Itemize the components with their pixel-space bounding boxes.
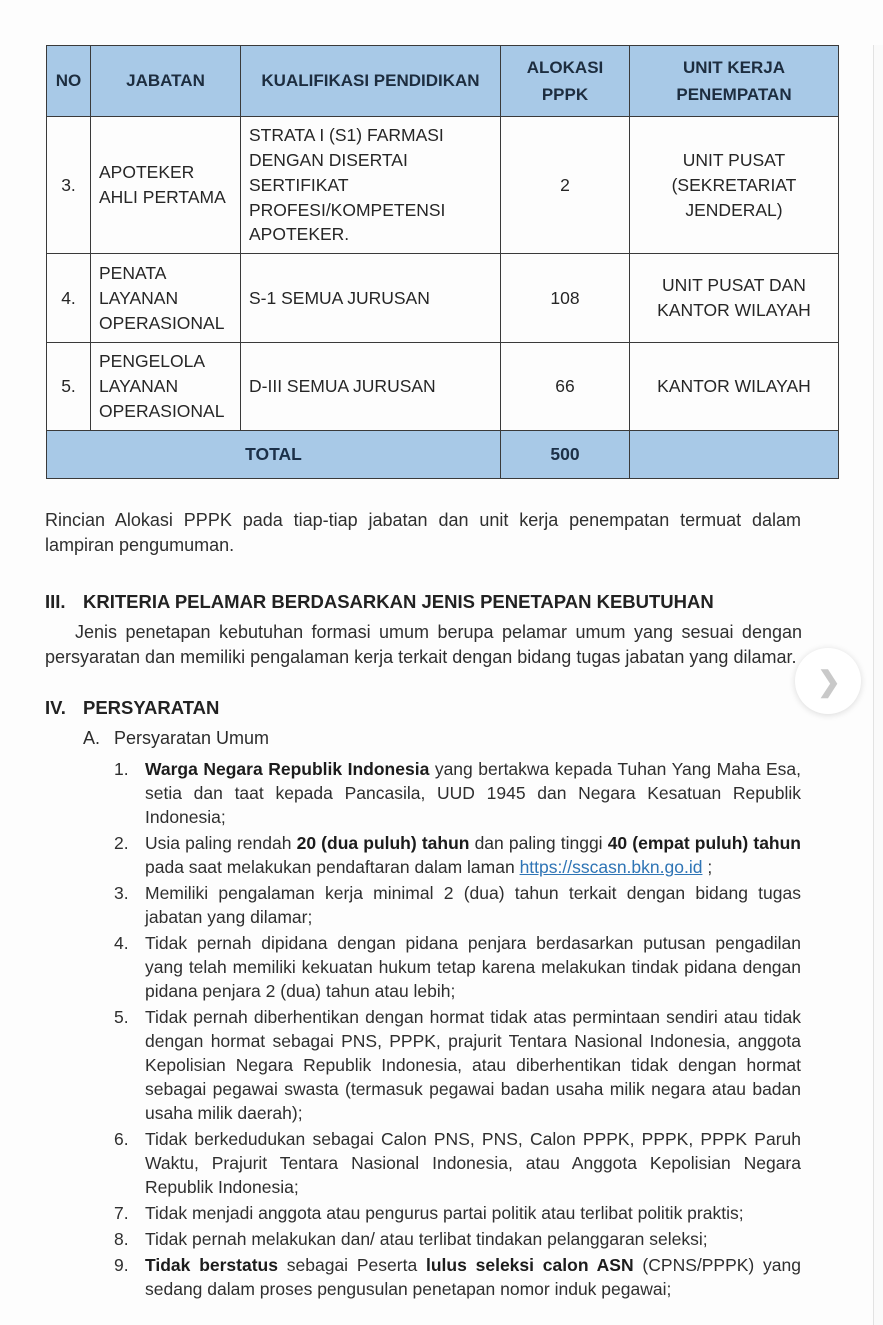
requirement-item: [114, 1253, 883, 1301]
subsection-a-letter: A.: [83, 727, 101, 748]
col-header-unit-kerja: UNIT KERJA PENEMPATAN: [630, 46, 839, 117]
section-iv-title: PERSYARATAN: [83, 696, 220, 718]
requirement-item: [114, 757, 883, 829]
section-iii-heading: [45, 591, 883, 613]
requirement-item: [114, 1127, 883, 1199]
total-value: 500: [501, 430, 630, 478]
requirement-item-number: 2.: [114, 832, 129, 853]
table-cell: UNIT PUSAT DAN KANTOR WILAYAH: [630, 254, 839, 343]
table-cell: 5.: [47, 343, 91, 431]
total-label: TOTAL: [47, 430, 501, 478]
plain-text: ;: [702, 856, 713, 877]
requirement-item-text: [145, 831, 801, 879]
requirement-item-text: [145, 1005, 801, 1125]
table-row: [47, 254, 839, 343]
table-cell: 4.: [47, 254, 91, 343]
plain-text: Tidak pernah dipidana dengan pidana penjara berdasarkan putusan pengadilan yang telah memiliki kekuatan hukum tetap karena melakukan tindak pidana dengan pidana penjara 2 (dua) tahun atau lebih;: [145, 932, 801, 1001]
requirement-item: [114, 831, 883, 879]
plain-text: Tidak pernah melakukan dan/ atau terlibat tindakan pelanggaran seleksi;: [145, 1228, 708, 1249]
sscasn-link[interactable]: https://sscasn.bkn.go.id: [519, 856, 703, 877]
requirement-item-text: [145, 757, 801, 829]
requirement-item-number: 3.: [114, 882, 129, 903]
requirement-item: [114, 931, 883, 1003]
col-header-kualifikasi: KUALIFIKASI PENDIDIKAN: [241, 46, 501, 117]
requirement-item-number: 6.: [114, 1128, 129, 1149]
plain-text: Tidak menjadi anggota atau pengurus partai politik atau terlibat politik praktis;: [145, 1202, 744, 1223]
rincian-paragraph: Rincian Alokasi PPPK pada tiap-tiap jabatan dan unit kerja penempatan termuat dalam lampiran pengumuman.: [45, 509, 801, 555]
table-cell: S-1 SEMUA JURUSAN: [241, 254, 501, 343]
col-header-alokasi: ALOKASI PPPK: [501, 46, 630, 117]
table-cell: D-III SEMUA JURUSAN: [241, 343, 501, 431]
requirement-item-text: [145, 1201, 801, 1225]
card-edge-divider: [873, 45, 874, 1325]
table-header-row: [47, 46, 839, 117]
requirement-item-text: [145, 1227, 801, 1251]
requirements-list: [0, 757, 883, 1301]
requirement-item-number: 9.: [114, 1254, 129, 1275]
table-total-row: [47, 430, 839, 478]
table-row: [47, 117, 839, 254]
subsection-a-heading: [83, 728, 883, 749]
allocation-table: [46, 45, 839, 479]
total-empty-cell: [630, 430, 839, 478]
table-cell: 108: [501, 254, 630, 343]
table-cell: 2: [501, 117, 630, 254]
section-iii-title: KRITERIA PELAMAR BERDASARKAN JENIS PENETAPAN KEBUTUHAN: [83, 590, 714, 612]
requirement-item-text: [145, 881, 801, 929]
section-iv-number: IV.: [45, 696, 66, 718]
plain-text: pada saat melakukan pendaftaran dalam laman: [145, 856, 520, 877]
table-cell: PENGELOLA LAYANAN OPERASIONAL: [91, 343, 241, 431]
requirement-item: [114, 1227, 883, 1251]
table-cell: STRATA I (S1) FARMASI DENGAN DISERTAI SERTIFIKAT PROFESI/KOMPETENSI APOTEKER.: [241, 117, 501, 254]
table-row: [47, 343, 839, 431]
requirement-item-number: 7.: [114, 1202, 129, 1223]
table-cell: UNIT PUSAT (SEKRETARIAT JENDERAL): [630, 117, 839, 254]
col-header-jabatan: JABATAN: [91, 46, 241, 117]
chevron-right-icon: ❯: [817, 665, 841, 697]
section-iii-number: III.: [45, 590, 66, 612]
carousel-next-button[interactable]: [795, 648, 861, 714]
requirement-item-text: [145, 931, 801, 1003]
plain-text: Usia paling rendah: [145, 832, 297, 853]
requirement-item: [114, 1201, 883, 1225]
requirement-item-text: [145, 1253, 801, 1301]
plain-text: Memiliki pengalaman kerja minimal 2 (dua) tahun terkait dengan bidang tugas jabatan yang dilamar;: [145, 882, 801, 927]
requirement-item-text: [145, 1127, 801, 1199]
bold-text: Tidak berstatus: [145, 1254, 278, 1275]
table-cell: KANTOR WILAYAH: [630, 343, 839, 431]
requirement-item-number: 4.: [114, 932, 129, 953]
table-cell: 66: [501, 343, 630, 431]
subsection-a-title: Persyaratan Umum: [114, 727, 270, 748]
plain-text: sebagai Peserta: [277, 1254, 426, 1275]
announcement-page: [0, 45, 883, 1325]
table-cell: 3.: [47, 117, 91, 254]
plain-text: Tidak berkedudukan sebagai Calon PNS, PNS, Calon PPPK, PPPK, PPPK Paruh Waktu, Prajurit Tentara Nasional Indonesia, atau Anggota Kepolisian Negara Republik Indonesia;: [145, 1128, 801, 1197]
plain-text: dan paling tinggi: [469, 832, 608, 853]
requirement-item-number: 5.: [114, 1006, 129, 1027]
plain-text: yang bertakwa kepada Tuhan Yang Maha Esa, setia dan taat kepada Pancasila, UUD 1945 dan Negara Kesatuan Republik Indonesia;: [145, 758, 801, 827]
plain-text: (CPNS/PPPK) yang sedang dalam proses pengusulan penetapan nomor induk pegawai;: [145, 1254, 801, 1299]
section-iv-heading: [45, 697, 883, 719]
requirement-item-number: 1.: [114, 758, 129, 779]
requirement-item-number: 8.: [114, 1228, 129, 1249]
bold-text: lulus seleksi calon ASN: [425, 1254, 634, 1275]
requirement-item: [114, 1005, 883, 1125]
section-iii-body: Jenis penetapan kebutuhan formasi umum berupa pelamar umum yang sesuai dengan persyaratan dan memiliki pengalaman kerja terkait dengan bidang tugas jabatan yang dilamar.: [45, 621, 802, 667]
plain-text: Tidak pernah diberhentikan dengan hormat tidak atas permintaan sendiri atau tidak dengan hormat sebagai PNS, PPPK, prajurit Tentara Nasional Indonesia, anggota Kepolisian Negara Republik Indonesia, atau diberhentikan tidak dengan hormat sebagai pegawai swasta (termasuk pegawai badan usaha milik negara atau badan usaha milik daerah);: [145, 1006, 801, 1123]
col-header-no: NO: [47, 46, 91, 117]
table-cell: PENATA LAYANAN OPERASIONAL: [91, 254, 241, 343]
card-right-gutter: [874, 45, 883, 1325]
bold-text: 20 (dua puluh) tahun: [296, 832, 470, 853]
bold-text: 40 (empat puluh) tahun: [607, 832, 801, 853]
table-cell: APOTEKER AHLI PERTAMA: [91, 117, 241, 254]
bold-text: Warga Negara Republik Indonesia: [145, 758, 430, 779]
requirement-item: [114, 881, 883, 929]
